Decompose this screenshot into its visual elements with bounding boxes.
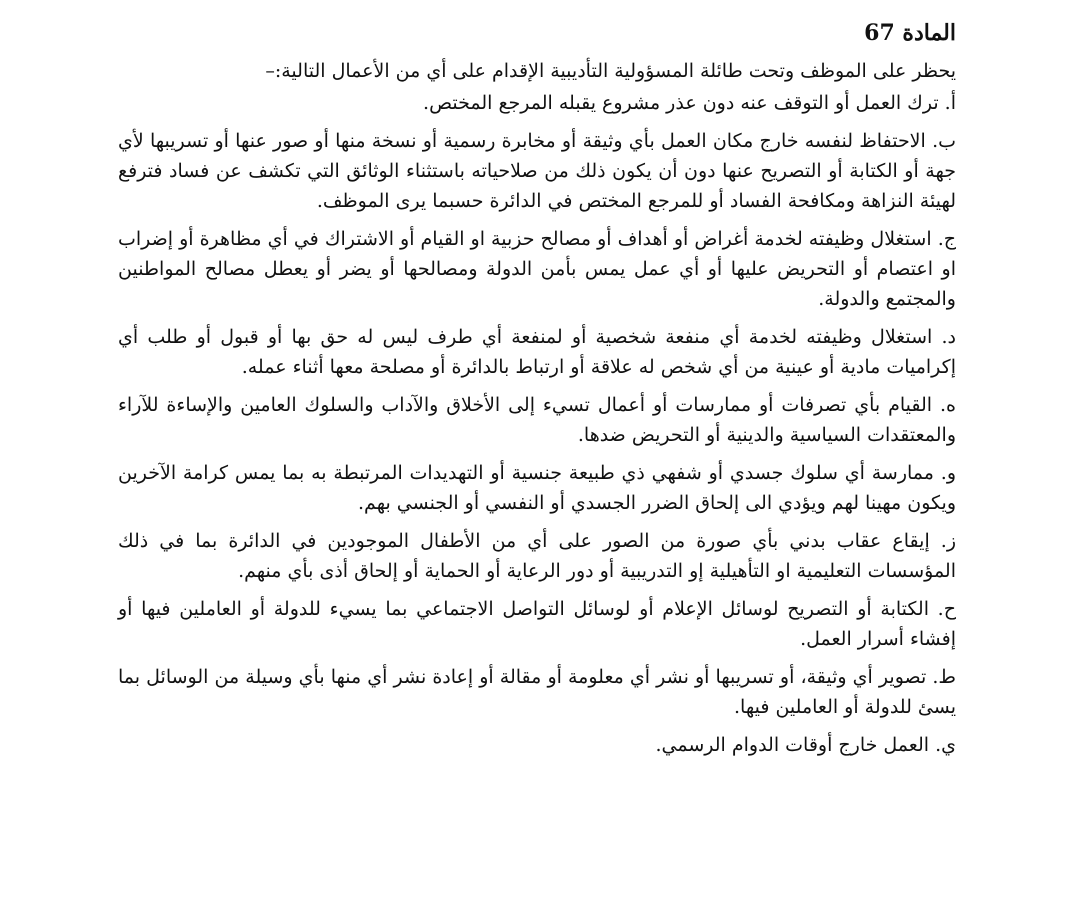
list-item-hha	[118, 594, 956, 654]
item-text: تصوير أي وثيقة، أو تسريبها أو نشر أي معلومة أو مقالة أو إعادة نشر أي منها بأي وسيلة من الوسائل بما يسئ للدولة أو العاملين فيها.	[118, 666, 956, 718]
list-item-dal	[118, 322, 956, 382]
list-item-zay	[118, 526, 956, 586]
list-item-ha	[118, 390, 956, 450]
item-text: إيقاع عقاب بدني بأي صورة من الصور على أي من الأطفال الموجودين في الدائرة بما في ذلك المؤسسات التعليمية او التأهيلية إو التدريبية أو دور الرعاية أو الحماية أو إلحاق أذى بأي منهم.	[118, 530, 956, 582]
item-text: ترك العمل أو التوقف عنه دون عذر مشروع يقبله المرجع المختص.	[423, 92, 939, 114]
item-marker: أ.	[944, 92, 956, 114]
item-text: الكتابة أو التصريح لوسائل الإعلام أو لوسائل التواصل الاجتماعي بما يسيء للدولة أو العاملين فيها أو إفشاء أسرار العمل.	[118, 598, 956, 650]
item-marker: ز.	[940, 530, 956, 552]
item-marker: ح.	[937, 598, 956, 620]
article-intro: يحظر على الموظف وتحت طائلة المسؤولية التأديبية الإقدام على أي من الأعمال التالية:–	[265, 60, 956, 82]
list-item-tta	[118, 662, 956, 722]
list-item-jim	[118, 224, 956, 314]
item-text: العمل خارج أوقات الدوام الرسمي.	[655, 734, 930, 756]
list-item-alef	[118, 88, 956, 118]
item-text: ممارسة أي سلوك جسدي أو شفهي ذي طبيعة جنسية أو التهديدات المرتبطة به بما يمس كرامة الآخرين ويكون مهينا لهم ويؤدي الى إلحاق الضرر الجسدي أو النفسي أو الجنسي بهم.	[118, 462, 956, 514]
item-text: القيام بأي تصرفات أو ممارسات أو أعمال تسيء إلى الأخلاق والآداب والسلوك العامين والإساءة للآراء والمعتقدات السياسية والدينية أو التحريض ضدها.	[118, 394, 956, 446]
item-marker: د.	[941, 326, 956, 348]
item-text: استغلال وظيفته لخدمة أي منفعة شخصية أو لمنفعة أي طرف ليس له حق بها أو قبول أو طلب أي إكراميات مادية أو عينية من أي شخص له علاقة أو ارتباط بالدائرة أو مصلحة معها أثناء عمله.	[118, 326, 956, 378]
item-marker: ي.	[935, 734, 956, 756]
list-item-ya	[118, 730, 956, 760]
item-marker: ط.	[932, 666, 957, 688]
item-marker: ج.	[937, 228, 956, 250]
list-item-waw	[118, 458, 956, 518]
item-text: الاحتفاظ لنفسه خارج مكان العمل بأي وثيقة أو مخابرة رسمية أو نسخة منها أو صور عنها أو تسريبها لأي جهة أو الكتابة أو التصريح عنها دون أن يكون ذلك من صلاحياته باستثناء الوثائق التي تكشف عن فساد فترفع لهيئة النزاهة ومكافحة الفساد أو للمرجع المختص في الدائرة حسبما يرى الموظف.	[118, 130, 956, 212]
item-marker: ه.	[940, 394, 956, 416]
item-marker: ب.	[932, 130, 956, 152]
item-text: استغلال وظيفته لخدمة أغراض أو أهداف أو مصالح حزبية او القيام أو الاشتراك في أي مظاهرة أو إضراب او اعتصام أو التحريض عليها أو أي عمل يمس بأمن الدولة ومصالحها أو يضر أو يعطل مصالح المواطنين والمجتمع والدولة.	[118, 228, 956, 310]
article-title: المادة 67	[864, 20, 956, 46]
list-item-ba	[118, 126, 956, 216]
item-marker: و.	[940, 462, 957, 484]
